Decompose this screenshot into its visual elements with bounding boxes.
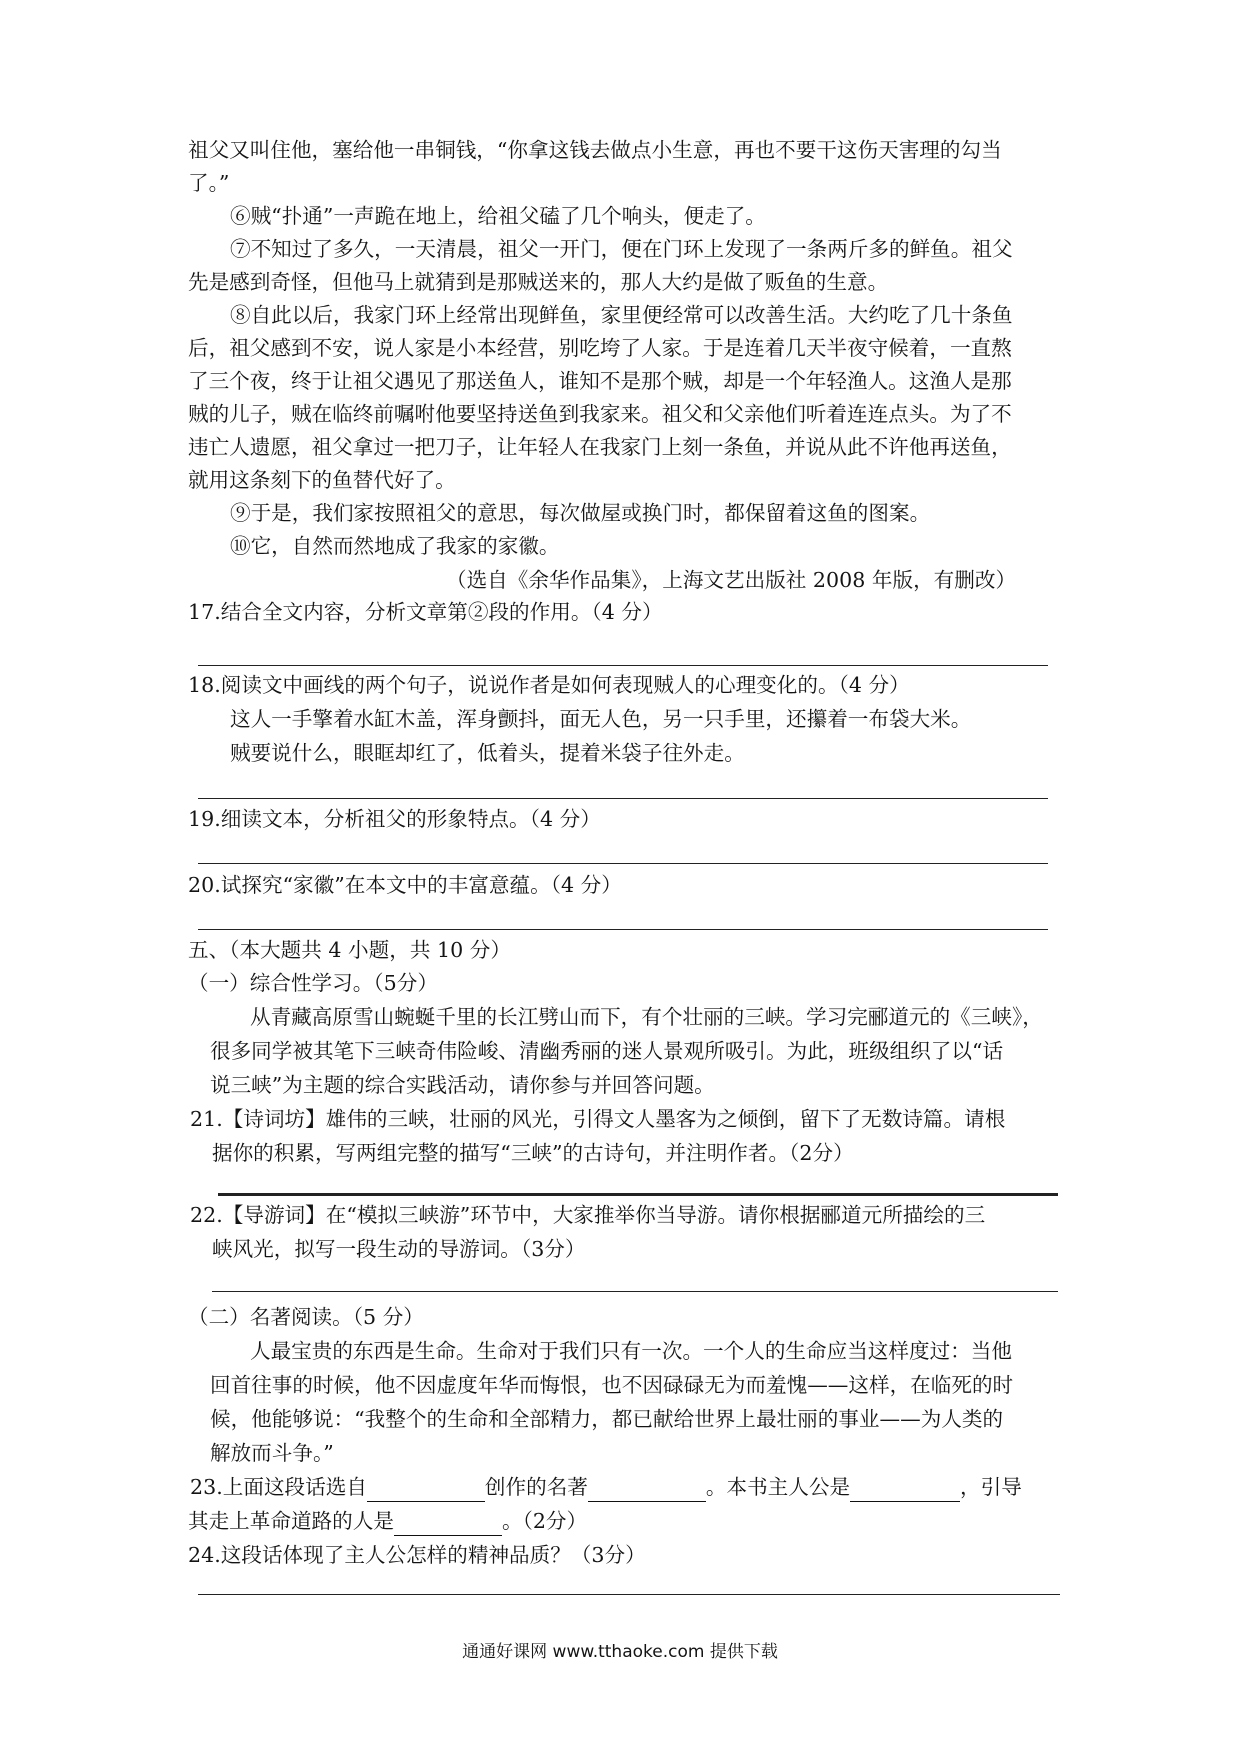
part-1-title: （一）综合性学习。（5分） [188,971,438,995]
part-1-text: 说三峡”为主题的综合实践活动，请你参与并回答问题。 [210,1073,715,1097]
question-23-cont [188,1506,587,1536]
part-2-text: 候，他能够说：“我整个的生命和全部精力，都已献给世界上最壮丽的事业——为人类的 [210,1407,1004,1431]
answer-line-19[interactable] [198,863,1048,864]
q23-text: 创作的名著 [484,1475,588,1499]
part-2-title: （二）名著阅读。（5 分） [188,1305,424,1329]
part-1-text: 从青藏高原雪山蜿蜒千里的长江劈山而下，有个壮丽的三峡。学习完郦道元的《三峡》， [250,1005,1043,1029]
blank-author[interactable] [367,1477,485,1502]
q23-text: 。（2分） [501,1509,588,1533]
passage-line: 先是感到奇怪，但他马上就猜到是那贼送来的，那人大约是做了贩鱼的生意。 [188,270,889,294]
footer-watermark: 通通好课网 www.tthaoke.com 提供下载 [462,1642,778,1662]
q23-text: ，引导 [960,1475,1022,1499]
part-2-text: 人最宝贵的东西是生命。生命对于我们只有一次。一个人的生命应当这样度过：当他 [250,1339,1012,1363]
q23-text: 23.上面这段话选自 [190,1475,367,1499]
part-2-text: 回首往事的时候，他不因虚度年华而悔恨，也不因碌碌无为而羞愧——这样，在临死的时 [210,1373,1014,1397]
question-19: 19.细读文本，分析祖父的形象特点。（4 分） [188,807,601,831]
passage-line: 贼的儿子，贼在临终前嘱咐他要坚持送鱼到我家来。祖父和父亲他们听着连连点头。为了不 [188,402,1012,426]
part-2-text: 解放而斗争。” [210,1441,334,1465]
answer-line-17[interactable] [198,665,1048,666]
paragraph-9: ⑨于是，我们家按照祖父的意思，每次做屋或换门时，都保留着这鱼的图案。 [230,501,931,525]
question-20: 20.试探究“家徽”在本文中的丰富意蕴。（4 分） [188,873,622,897]
passage-line: 了三个夜，终于让祖父遇见了那送鱼人，谁知不是那个贼，却是一个年轻渔人。这渔人是那 [188,369,1012,393]
section-5-heading: 五、（本大题共 4 小题，共 10 分） [188,938,511,962]
paragraph-6: ⑥贼“扑通”一声跪在地上，给祖父磕了几个响头，便走了。 [230,204,766,228]
question-23 [190,1472,1022,1502]
question-17: 17.结合全文内容，分析文章第②段的作用。（4 分） [188,600,663,624]
answer-line-20[interactable] [198,929,1048,930]
question-24: 24.这段话体现了主人公怎样的精神品质？（3分） [188,1543,646,1567]
paragraph-7: ⑦不知过了多久，一天清晨，祖父一开门，便在门环上发现了一条两斤多的鲜鱼。祖父 [230,237,1013,261]
answer-line-22[interactable] [212,1291,1058,1292]
passage-line: 就用这条刻下的鱼替代好了。 [188,468,456,492]
source-citation: （选自《余华作品集》，上海文艺出版社 2008 年版，有删改） [446,568,1017,592]
q23-text: 。本书主人公是 [705,1475,851,1499]
passage-line: 祖父又叫住他，塞给他一串铜钱，“你拿这钱去做点小生意，再也不要干这伤天害理的勾当 [188,138,1002,162]
underlined-sentence-1: 这人一手擎着水缸木盖，浑身颤抖，面无人色，另一只手里，还攥着一布袋大米。 [230,707,972,731]
q23-text: 其走上革命道路的人是 [188,1509,394,1533]
blank-book[interactable] [588,1477,706,1502]
question-18: 18.阅读文中画线的两个句子，说说作者是如何表现贼人的心理变化的。（4 分） [188,673,910,697]
paragraph-8: ⑧自此以后，我家门环上经常出现鲜鱼，家里便经常可以改善生活。大约吃了几十条鱼 [230,303,1013,327]
underlined-sentence-2: 贼要说什么，眼眶却红了，低着头，提着米袋子往外走。 [230,741,745,765]
passage-line: 后，祖父感到不安，说人家是小本经营，别吃垮了人家。于是连着几天半夜守候着，一直熬 [188,336,1012,360]
blank-protagonist[interactable] [850,1477,960,1502]
passage-line: 了。” [188,171,230,195]
answer-line-21[interactable] [218,1193,1058,1196]
passage-line: 违亡人遗愿，祖父拿过一把刀子，让年轻人在我家门上刻一条鱼，并说从此不许他再送鱼， [188,435,1012,459]
answer-line-24[interactable] [198,1594,1060,1595]
paragraph-10: ⑩它，自然而然地成了我家的家徽。 [230,534,560,558]
question-22: 22.【导游词】在“模拟三峡游”环节中，大家推举你当导游。请你根据郦道元所描绘的三 [190,1203,986,1227]
blank-mentor[interactable] [394,1511,502,1536]
question-21: 21.【诗词坊】雄伟的三峡，壮丽的风光，引得文人墨客为之倾倒，留下了无数诗篇。请根 [190,1107,1006,1131]
question-22-cont: 峡风光，拟写一段生动的导游词。（3分） [212,1237,586,1261]
question-21-cont: 据你的积累，写两组完整的描写“三峡”的古诗句，并注明作者。（2分） [212,1141,854,1165]
part-1-text: 很多同学被其笔下三峡奇伟险峻、清幽秀丽的迷人景观所吸引。为此，班级组织了以“话 [210,1039,1004,1063]
answer-line-18[interactable] [198,798,1048,799]
